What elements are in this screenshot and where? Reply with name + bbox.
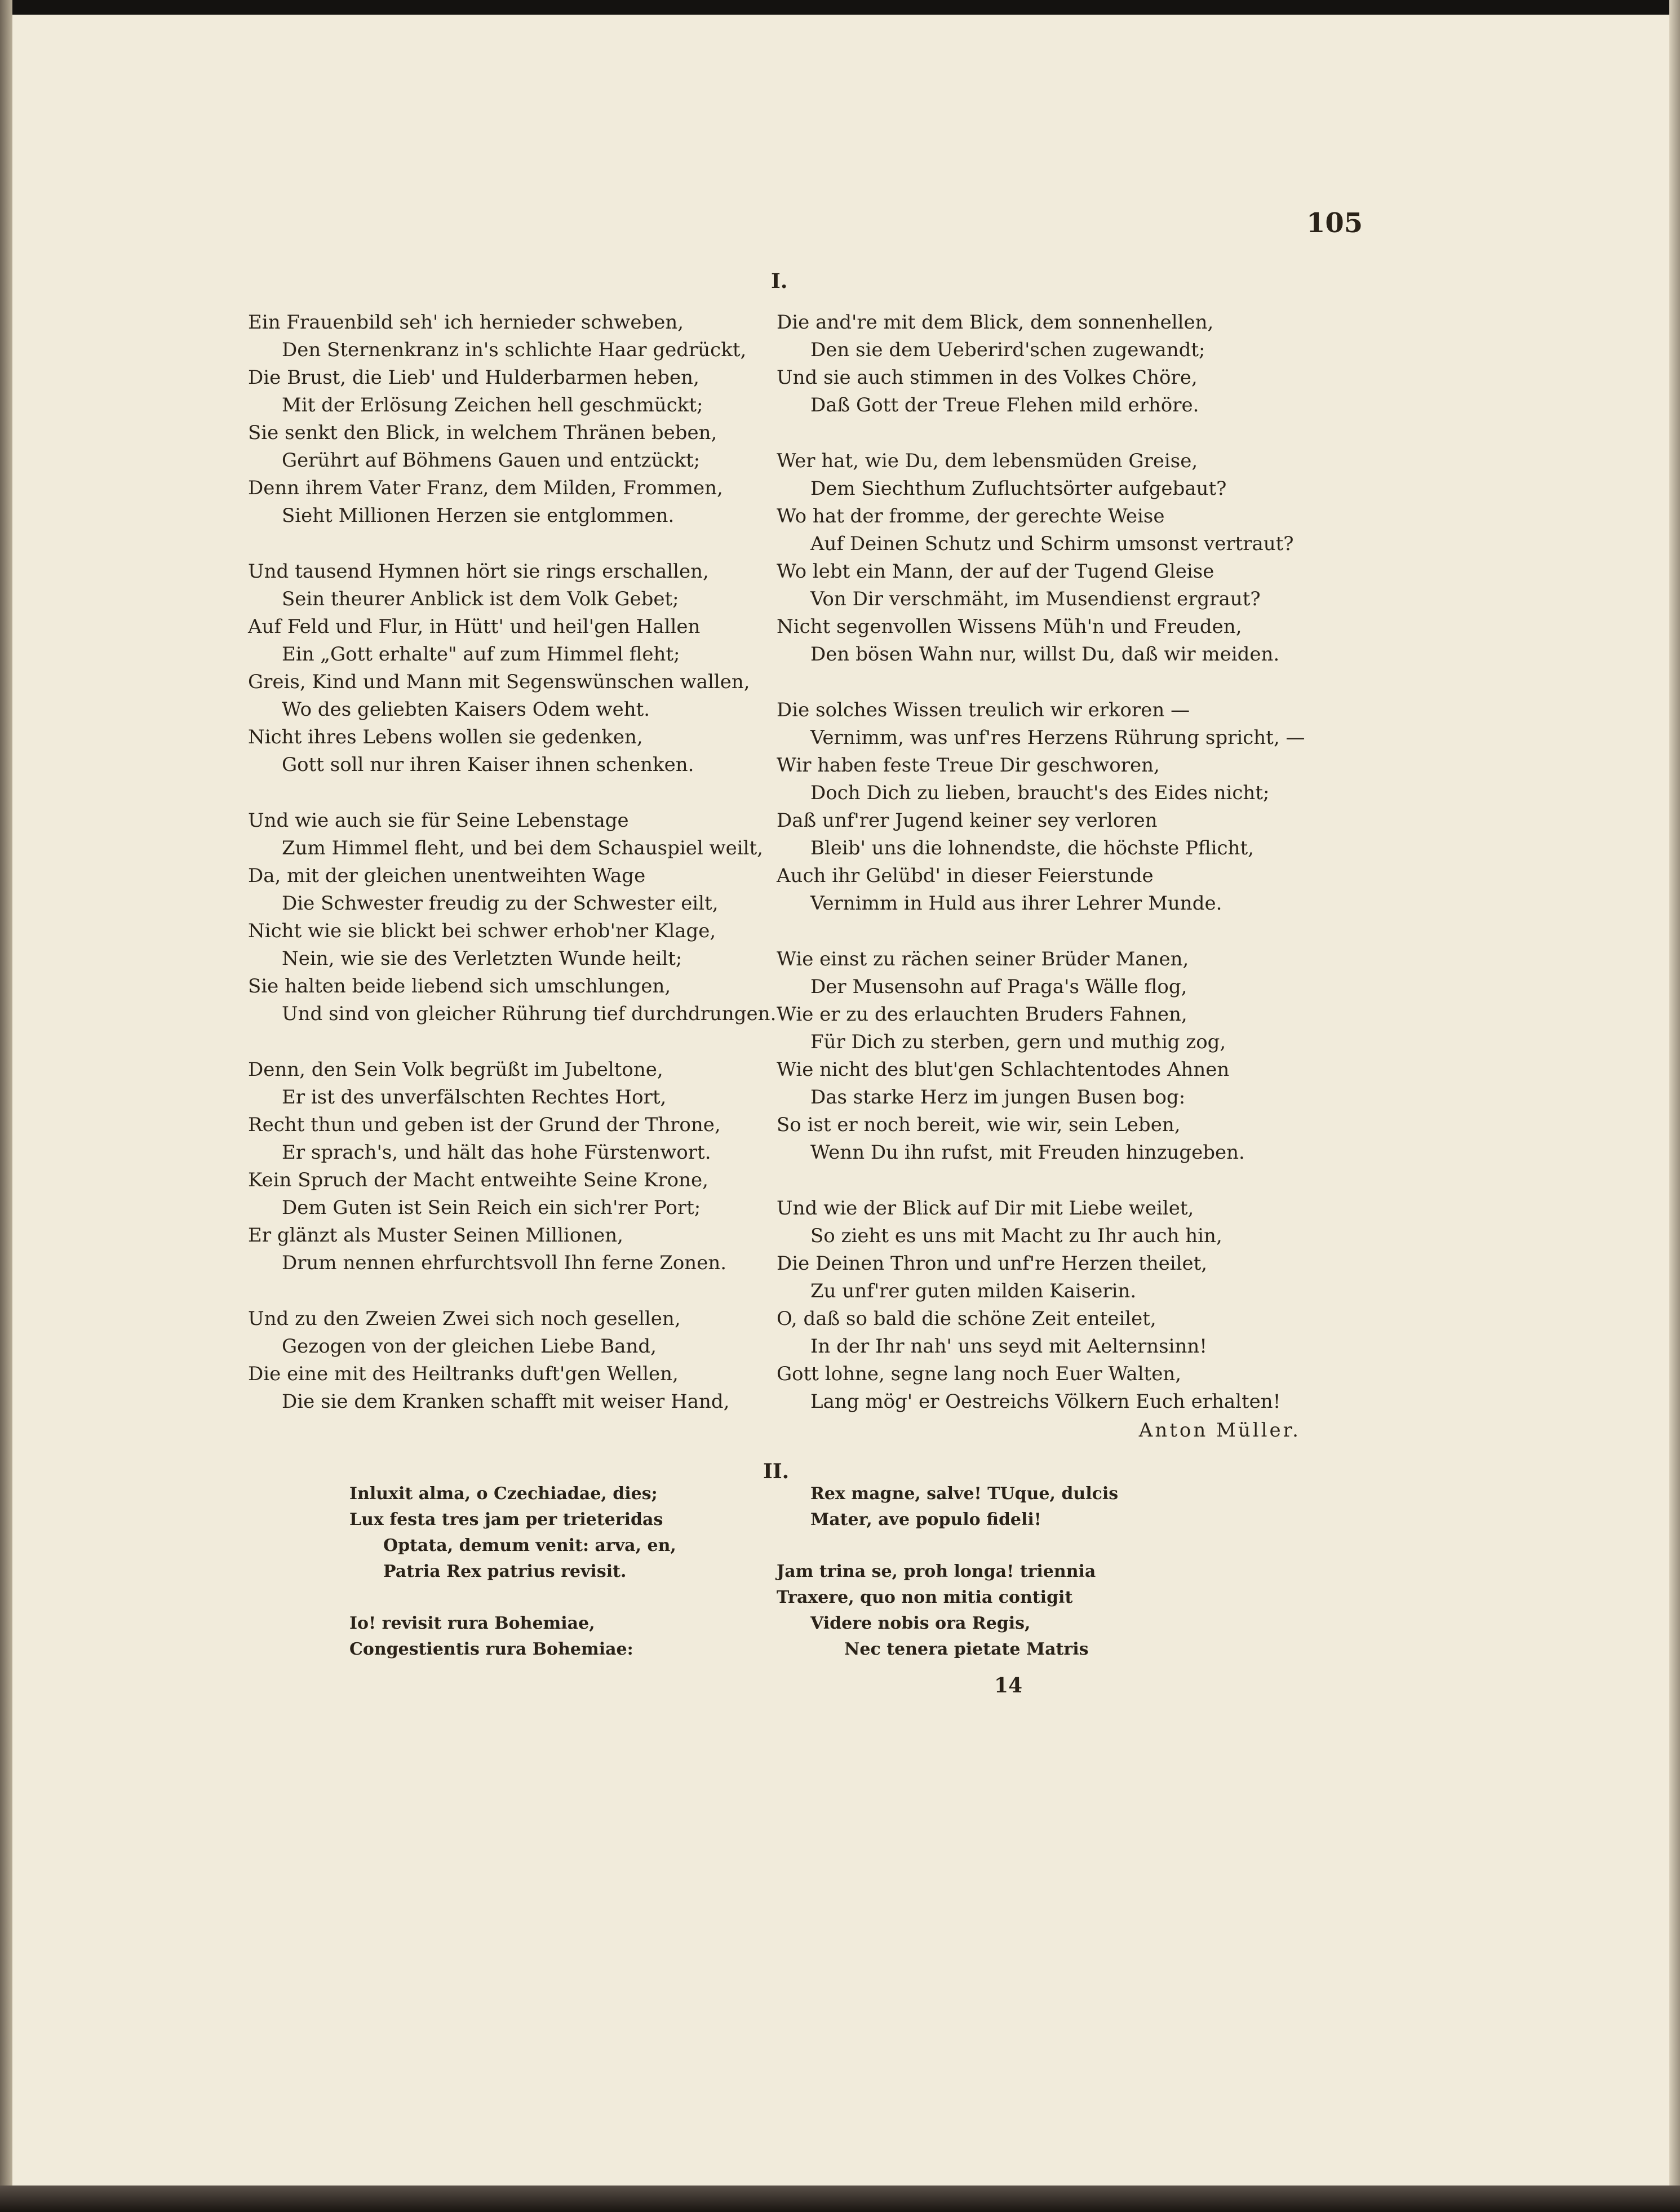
page-number: 105 — [1306, 207, 1363, 239]
verse-line: Er ist des unverfälschten Rechtes Hort, — [282, 1086, 667, 1109]
verse-line: Doch Dich zu lieben, braucht's des Eides nicht; — [810, 782, 1270, 804]
scan-right-edge — [1669, 0, 1680, 2212]
verse-line: Recht thun und geben ist der Grund der Throne, — [248, 1114, 721, 1136]
stanza — [777, 1559, 1171, 1663]
verse-line: Die sie dem Kranken schafft mit weiser Hand, — [282, 1390, 730, 1413]
verse-line: Er sprach's, und hält das hohe Fürstenwort. — [282, 1141, 711, 1164]
right-stanzas — [777, 309, 1340, 1416]
verse-line: Wir haben feste Treue Dir geschworen, — [777, 754, 1160, 777]
verse-line: Lux festa tres jam per trieteridas — [349, 1510, 663, 1530]
verse-line: Auch ihr Gelübd' in dieser Feierstunde — [777, 865, 1154, 887]
verse-line: Sie halten beide liebend sich umschlungen, — [248, 975, 671, 998]
verse-line: Das starke Herz im jungen Busen bog: — [810, 1086, 1186, 1109]
latin-right-column — [777, 1481, 1171, 1688]
verse-line: Inluxit alma, o Czechiadae, dies; — [349, 1484, 658, 1504]
verse-line: Wo lebt ein Mann, der auf der Tugend Gleise — [777, 560, 1214, 583]
verse-line: Ein „Gott erhalte" auf zum Himmel fleht; — [282, 643, 680, 666]
verse-line: Vernimm, was unf'res Herzens Rührung spricht, — — [810, 726, 1305, 749]
verse-line: Patria Rex patrius revisit. — [383, 1562, 627, 1581]
verse-line: Nec tenera pietate Matris — [844, 1639, 1089, 1659]
right-poem-column — [777, 309, 1340, 1444]
stanza — [248, 1305, 812, 1416]
section-label-i: I. — [771, 269, 788, 293]
verse-line: Nicht segenvollen Wissens Müh'n und Freuden, — [777, 615, 1242, 638]
verse-line: Videre nobis ora Regis, — [810, 1613, 1031, 1633]
verse-line: Wo hat der fromme, der gerechte Weise — [777, 505, 1165, 527]
verse-line: Sie senkt den Blick, in welchem Thränen beben, — [248, 422, 717, 444]
verse-line: Und zu den Zweien Zwei sich noch gesellen, — [248, 1307, 681, 1330]
verse-line: So zieht es uns mit Macht zu Ihr auch hin, — [810, 1225, 1222, 1247]
verse-line: Io! revisit rura Bohemiae, — [349, 1613, 595, 1633]
verse-line: Und wie auch sie für Seine Lebenstage — [248, 809, 629, 832]
author-signature: Anton Müller. — [1138, 1419, 1301, 1442]
left-poem-column — [248, 309, 812, 1444]
scan-top-edge — [0, 0, 1680, 15]
verse-line: Die and're mit dem Blick, dem sonnenhellen, — [777, 311, 1214, 334]
stanza — [248, 309, 812, 530]
stanza — [248, 558, 812, 779]
verse-line: In der Ihr nah' uns seyd mit Aelternsinn! — [810, 1335, 1207, 1358]
verse-line: Er glänzt als Muster Seinen Millionen, — [248, 1224, 623, 1247]
verse-line: Den Sternenkranz in's schlichte Haar gedrückt, — [282, 339, 747, 361]
verse-line: Congestientis rura Bohemiae: — [349, 1639, 633, 1659]
verse-line: Optata, demum venit: arva, en, — [383, 1536, 676, 1555]
verse-line: Da, mit der gleichen unentweihten Wage — [248, 865, 646, 887]
verse-line: Der Musensohn auf Praga's Wälle flog, — [810, 976, 1187, 998]
verse-line: Mit der Erlösung Zeichen hell geschmückt; — [282, 394, 703, 416]
verse-line: Die Brust, die Lieb' und Hulderbarmen heben, — [248, 366, 699, 389]
verse-line: Die Schwester freudig zu der Schwester eilt, — [282, 892, 719, 915]
verse-line: Greis, Kind und Mann mit Segenswünschen wallen, — [248, 671, 750, 693]
verse-line: So ist er noch bereit, wie wir, sein Leben, — [777, 1114, 1181, 1136]
verse-line: Nein, wie sie des Verletzten Wunde heilt; — [282, 947, 682, 970]
latin-left-column — [349, 1481, 733, 1688]
verse-line: Traxere, quo non mitia contigit — [777, 1588, 1073, 1607]
stanza — [248, 1056, 812, 1277]
stanza — [777, 697, 1340, 917]
verse-line: Bleib' uns die lohnendste, die höchste Pflicht, — [810, 837, 1254, 859]
verse-line: Zu unf'rer guten milden Kaiserin. — [810, 1280, 1137, 1302]
verse-line: Lang mög' er Oestreichs Völkern Euch erhalten! — [810, 1390, 1281, 1413]
verse-line: Mater, ave populo fideli! — [810, 1510, 1041, 1530]
verse-line: Sieht Millionen Herzen sie entglommen. — [282, 504, 675, 527]
verse-line: Die Deinen Thron und unf're Herzen theilet, — [777, 1252, 1208, 1275]
scan-binding-edge — [0, 0, 12, 2212]
stanza — [349, 1481, 733, 1585]
stanza — [777, 309, 1340, 419]
verse-line: Daß Gott der Treue Flehen mild erhöre. — [810, 394, 1199, 416]
verse-line: Dem Siechthum Zufluchtsörter aufgebaut? — [810, 477, 1227, 500]
verse-line: Ein Frauenbild seh' ich hernieder schweben, — [248, 311, 684, 334]
verse-line: Den sie dem Ueberird'schen zugewandt; — [810, 339, 1205, 361]
verse-line: Und wie der Blick auf Dir mit Liebe weilet, — [777, 1197, 1194, 1220]
verse-line: Wo des geliebten Kaisers Odem weht. — [282, 698, 650, 721]
verse-line: Auf Feld und Flur, in Hütt' und heil'gen Hallen — [248, 615, 701, 638]
printer-signature-mark: 14 — [994, 1674, 1023, 1697]
stanza — [777, 1195, 1340, 1416]
verse-line: Auf Deinen Schutz und Schirm umsonst vertraut? — [810, 533, 1294, 555]
verse-line: Dem Guten ist Sein Reich ein sich'rer Port; — [282, 1196, 701, 1219]
verse-line: Sein theurer Anblick ist dem Volk Gebet; — [282, 588, 679, 610]
verse-line: Wer hat, wie Du, dem lebensmüden Greise, — [777, 450, 1198, 472]
verse-line: Gott lohne, segne lang noch Euer Walten, — [777, 1363, 1182, 1385]
verse-line: Denn, den Sein Volk begrüßt im Jubeltone, — [248, 1058, 663, 1081]
stanza — [777, 946, 1340, 1167]
scan-bottom-edge — [0, 2186, 1680, 2212]
verse-line: Von Dir verschmäht, im Musendienst ergraut? — [810, 588, 1261, 610]
stanza — [777, 447, 1340, 668]
verse-line: Vernimm in Huld aus ihrer Lehrer Munde. — [810, 892, 1222, 915]
verse-line: Drum nennen ehrfurchtsvoll Ihn ferne Zonen. — [282, 1252, 727, 1274]
verse-line: Und sie auch stimmen in des Volkes Chöre, — [777, 366, 1198, 389]
verse-line: Gott soll nur ihren Kaiser ihnen schenken. — [282, 753, 694, 776]
verse-line: Nicht wie sie blickt bei schwer erhob'ner Klage, — [248, 920, 716, 942]
verse-line: Jam trina se, proh longa! triennia — [777, 1562, 1096, 1581]
verse-line: Und sind von gleicher Rührung tief durchdrungen. — [282, 1003, 777, 1025]
verse-line: Nicht ihres Lebens wollen sie gedenken, — [248, 726, 643, 748]
verse-line: O, daß so bald die schöne Zeit enteilet, — [777, 1307, 1156, 1330]
stanza — [777, 1481, 1171, 1533]
verse-line: Und tausend Hymnen hört sie rings erschallen, — [248, 560, 709, 583]
verse-line: Daß unf'rer Jugend keiner sey verloren — [777, 809, 1158, 832]
stanza — [248, 807, 812, 1028]
verse-line: Zum Himmel fleht, und bei dem Schauspiel weilt, — [282, 837, 763, 859]
verse-line: Die eine mit des Heiltranks duft'gen Wellen, — [248, 1363, 679, 1385]
section-label-ii: II. — [763, 1460, 790, 1483]
verse-line: Für Dich zu sterben, gern und muthig zog, — [810, 1031, 1226, 1053]
verse-line: Gerührt auf Böhmens Gauen und entzückt; — [282, 449, 701, 472]
verse-line: Die solches Wissen treulich wir erkoren — — [777, 699, 1190, 721]
verse-line: Wie nicht des blut'gen Schlachtentodes Ahnen — [777, 1058, 1230, 1081]
verse-line: Wenn Du ihn rufst, mit Freuden hinzugeben. — [810, 1141, 1245, 1164]
verse-line: Wie er zu des erlauchten Bruders Fahnen, — [777, 1003, 1187, 1026]
verse-line: Rex magne, salve! TUque, dulcis — [810, 1484, 1119, 1504]
verse-line: Denn ihrem Vater Franz, dem Milden, Frommen, — [248, 477, 723, 499]
verse-line: Gezogen von der gleichen Liebe Band, — [282, 1335, 657, 1358]
verse-line: Kein Spruch der Macht entweihte Seine Krone, — [248, 1169, 708, 1191]
verse-line: Den bösen Wahn nur, willst Du, daß wir meiden. — [810, 643, 1280, 666]
stanza — [349, 1611, 733, 1663]
verse-line: Wie einst zu rächen seiner Brüder Manen, — [777, 948, 1189, 970]
